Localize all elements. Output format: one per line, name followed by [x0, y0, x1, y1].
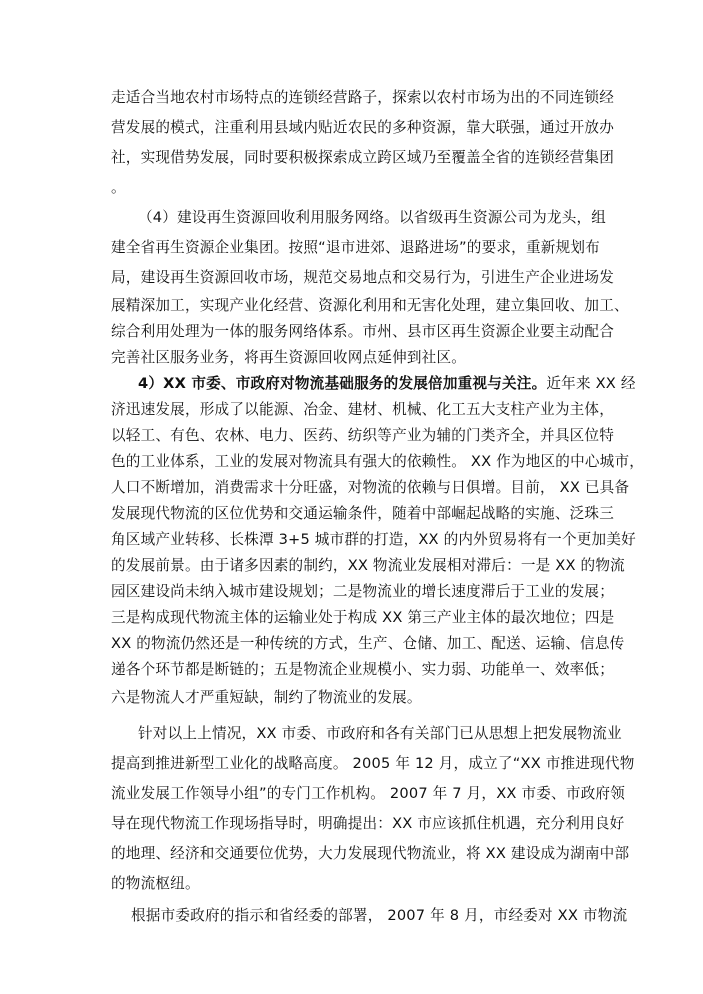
text-line: 以轻工、有色、农林、电力、医药、纺织等产业为辅的门类齐全，并具区位特	[111, 427, 614, 444]
text-line: 根据市委政府的指示和省经委的部署， 2007 年 8 月，市经委对 XX 市物流	[131, 907, 628, 924]
text-line: （4）建设再生资源回收利用服务网络。以省级再生资源公司为龙头，组	[138, 209, 607, 226]
text-line: 的物流枢纽。	[111, 875, 200, 892]
text-line: 导在现代物流工作现场指导时，明确提出：XX 市应该抓住机遇，充分利用良好	[111, 815, 625, 832]
text-line: 提高到推进新型工业化的战略高度。 2005 年 12 月，成立了“XX 市推进现代物	[111, 755, 635, 772]
text-line: 社，实现借势发展，同时要积极探索成立跨区域乃至覆盖全省的连锁经营集团	[111, 149, 614, 166]
text-line: 三是构成现代物流主体的运输业处于构成 XX 第三产业主体的最次地位；四是	[111, 609, 615, 626]
text-line: 发展现代物流的区位优势和交通运输条件，随着中部崛起战略的实施、泛珠三	[111, 505, 614, 522]
text-line: 完善社区服务业务，将再生资源回收网点延伸到社区。	[111, 349, 467, 366]
text-line: 流业发展工作领导小组”的专门工作机构。 2007 年 7 月，XX 市委、市政府领	[111, 785, 626, 802]
text-line: 。	[111, 179, 126, 196]
text-line: 园区建设尚未纳入城市建设规划；二是物流业的增长速度滞后于工业的发展；	[111, 583, 614, 600]
text-line: 针对以上上情况，XX 市委、市政府和各有关部门已从思想上把发展物流业	[138, 725, 622, 742]
text-line: 展精深加工，实现产业化经营、资源化利用和无害化处理，建立集回收、加工、	[111, 297, 629, 314]
text-line: 济迅速发展，形成了以能源、冶金、建材、机械、化工五大支柱产业为主体，	[111, 401, 614, 418]
text-line: 营发展的模式，注重利用县域内贴近农民的多种资源，靠大联强，通过开放办	[111, 119, 614, 136]
text-line: 走适合当地农村市场特点的连锁经营路子，探索以农村市场为出的不同连锁经	[111, 89, 614, 106]
text-line: 六是物流人才严重短缺，制约了物流业的发展。	[111, 689, 422, 706]
text-line: 建全省再生资源企业集团。按照“退市进郊、退路进场”的要求，重新规划布	[111, 239, 600, 256]
text-run: 近年来 XX 经	[546, 375, 636, 392]
text-line: 递各个环节都是断链的；五是物流企业规模小、实力弱、功能单一、效率低；	[111, 661, 614, 678]
text-line	[138, 374, 636, 394]
text-line: 的发展前景。由于诸多因素的制约，XX 物流业发展相对滞后：一是 XX 的物流	[111, 557, 625, 574]
text-line: 角区域产业转移、长株潭 3+5 城市群的打造，XX 的内外贸易将有一个更加美好	[111, 531, 636, 548]
text-line: 综合利用处理为一体的服务网络体系。市州、县市区再生资源企业要主动配合	[111, 323, 614, 340]
paragraph-lead: 4）XX 市委、市政府对物流基础服务的发展倍加重视与关注。	[138, 375, 547, 392]
text-line: 人口不断增加，消费需求十分旺盛，对物流的依赖与日俱增。目前， XX 已具备	[111, 479, 630, 496]
text-line: 的地理、经济和交通要位优势，大力发展现代物流业，将 XX 建设成为湖南中部	[111, 845, 630, 862]
text-line: 色的工业体系，工业的发展对物流具有强大的依赖性。 XX 作为地区的中心城市，	[111, 453, 645, 470]
text-line: 局，建设再生资源回收市场，规范交易地点和交易行为，引进生产企业进场发	[111, 269, 614, 286]
text-line: XX 的物流仍然还是一种传统的方式，生产、仓储、加工、配送、运输、信息传	[111, 635, 625, 652]
